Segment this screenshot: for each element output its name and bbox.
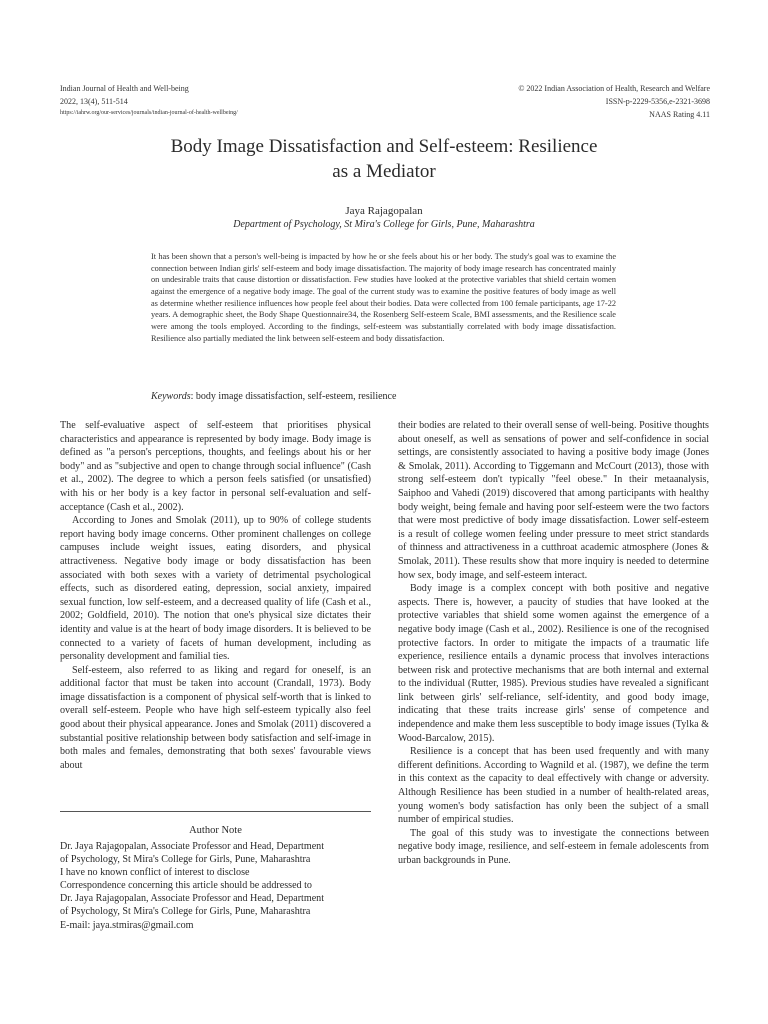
journal-header-left bbox=[60, 82, 238, 118]
journal-volume: 2022, 13(4), 511-514 bbox=[60, 97, 128, 106]
left-column bbox=[60, 419, 371, 772]
issn-line: ISSN-p-2229-5356,e-2321-3698 bbox=[605, 97, 710, 106]
body-paragraph: The self-evaluative aspect of self-esteem that prioritises physical characteristics and appearance is represented by body image. Body image is defined as "a person's perceptions, thoughts, and feelings about his or her body" and as "subjective and open to change through social influence" (Cash et al., 2002). The degree to which a person feels satisfied (or unsatisfied) with his or her body is a key factor in personal self-evaluation and self-acceptance (Cash et al., 2002). bbox=[60, 420, 371, 513]
keywords-label: Keywords bbox=[151, 391, 191, 402]
body-paragraph: Self-esteem, also referred to as liking and regard for oneself, is an additional factor that must be taken into account (Crandall, 1973). Body image dissatisfaction is a component of physical self-worth that is linked to overall self-esteem. People who have high self-esteem typically also feel good about their physical appearance. Jones and Smolak (2011) discovered a substantial positive relationship between body satisfaction and self-image in both males and females, demonstrating that both sexes' favourable views about bbox=[60, 664, 371, 771]
body-paragraph: The goal of this study was to investigate the connections between negative body image, resilience, and self-esteem in female adolescents from urban backgrounds in Pune. bbox=[398, 827, 709, 866]
title-line-2: as a Mediator bbox=[332, 161, 436, 182]
title-line-1: Body Image Dissatisfaction and Self-esteem: Resilience bbox=[170, 136, 598, 157]
author-affiliation: Department of Psychology, St Mira's College for Girls, Pune, Maharashtra bbox=[233, 219, 535, 230]
journal-name: Indian Journal of Health and Well-being bbox=[60, 84, 189, 93]
body-paragraph: Resilience is a concept that has been used frequently and with many different definitions. According to Wagnild et al. (1987), we define the term in this context as the capacity to deal effectively with change or adversity. Although Resilience has been studied in a number of health-related areas, young women's body satisfaction has only been the subject of a small number of empirical studies. bbox=[398, 746, 709, 826]
author-note bbox=[60, 840, 371, 932]
body-paragraph: According to Jones and Smolak (2011), up to 90% of college students report having body image concerns. Other prominent challenges on college campuses include weight issues, eating disorders, and physical attractiveness. Negative body image or body dissatisfaction has been associated with both sexes with a variety of detrimental psychological effects, such as disordered eating, depression, social anxiety, impaired sexual function, low self-esteem, and a decreased quality of life (Cash et al., 2002; Goldfield, 2010). The notion that one's physical size dictates their identity and value is at the heart of body image disorders. It is believed to be connected to a variety of facets of human development, including as personality development and familial ties. bbox=[60, 515, 371, 663]
copyright-line: © 2022 Indian Association of Health, Research and Welfare bbox=[518, 84, 710, 93]
author-name: Jaya Rajagopalan bbox=[345, 205, 423, 217]
author-note-line: of Psychology, St Mira's College for Girls, Pune, Maharashtra bbox=[60, 906, 311, 918]
right-column bbox=[398, 419, 709, 868]
footnote-divider bbox=[60, 811, 371, 812]
body-paragraph: their bodies are related to their overall sense of well-being. Positive thoughts about oneself, as well as sensations of power and self-confidence in social settings, are consistently associated to having a positive body image (Jones & Smolak, 2011). According to Tiggemann and McCourt (2013), those with strong self-esteem don't typically "feel obese." In their metaanalysis, Saiphoo and Vahedi (2019) discovered that among participants with healthy body weight, being female and having poor self-esteem were the two factors that were most predictive of body image dissatisfaction. Lower self-esteem is a result of college women feeling under pressure to meet strict standards of thinness and attractiveness in a cutthroat academic atmosphere (Jones & Smolak, 2011). These results show that more inquiry is needed to determine how sex, body image, and self-esteem interact. bbox=[398, 420, 709, 581]
abstract: It has been shown that a person's well-being is impacted by how he or she feels about his or her body. The study's goal was to examine the connection between Indian girls' self-esteem and body image dissatisfaction. The majority of body image research has concentrated mainly on undesirable traits that cause distortion or dissatisfaction. Few studies have looked at the protective variables that shield certain women against the emergence of a negative body image. The goal of the current study was to examine the positive features of body image as well as determine whether resilience influences how people feel about their bodies. Data were collected from 100 female participants, age 17-22 years. A demographic sheet, the Body Shape Questionnaire34, the Rosenberg Self-esteem Scale, BMI assessments, and the Resilience scale were among the tools employed. According to the findings, self-esteem was substantially correlated with body image dissatisfaction. Resilience also partially mediated the link between self-esteem and body dissatisfaction. bbox=[151, 252, 616, 343]
journal-url[interactable]: https://iahrw.org/our-services/journals/indian-journal-of-health-wellbeing/ bbox=[60, 110, 238, 116]
author-note-line: Correspondence concerning this article should be addressed to bbox=[60, 880, 312, 892]
keywords-list: : body image dissatisfaction, self-esteem, resilience bbox=[190, 391, 397, 402]
paper-title bbox=[100, 134, 668, 184]
naas-rating: NAAS Rating 4.11 bbox=[649, 110, 710, 119]
author-note-line: Dr. Jaya Rajagopalan, Associate Professor and Head, Department bbox=[60, 893, 325, 905]
author-note-title: Author Note bbox=[189, 825, 242, 836]
author-note-line: of Psychology, St Mira's College for Girls, Pune, Maharashtra bbox=[60, 854, 311, 866]
journal-header-right bbox=[518, 82, 710, 121]
author-note-line: I have no known conflict of interest to disclose bbox=[60, 867, 250, 879]
author-note-line: Dr. Jaya Rajagopalan, Associate Professor and Head, Department bbox=[60, 841, 325, 852]
body-paragraph: Body image is a complex concept with both positive and negative aspects. There is, however, a paucity of studies that have looked at the protective variables that shield some women against the emergence of a negative body image (Cash et al., 2002). Resilience is one of the recognised protective factors. In order to mitigate the impacts of a traumatic life experience, resilience entails a dynamic process that involves interactions between risk and protective mechanisms that are both internal and external to the individual (Rutter, 1985). Previous studies have revealed a significant link between girls' self-reliance, self-identity, and good body image, indicating that these traits increase girls' sense of competence and independence and make them less susceptible to body image issues (Tylka & Wood-Barcalow, 2015). bbox=[398, 583, 709, 744]
keywords bbox=[151, 390, 616, 403]
author-email[interactable]: E-mail: jaya.stmiras@gmail.com bbox=[60, 919, 194, 931]
